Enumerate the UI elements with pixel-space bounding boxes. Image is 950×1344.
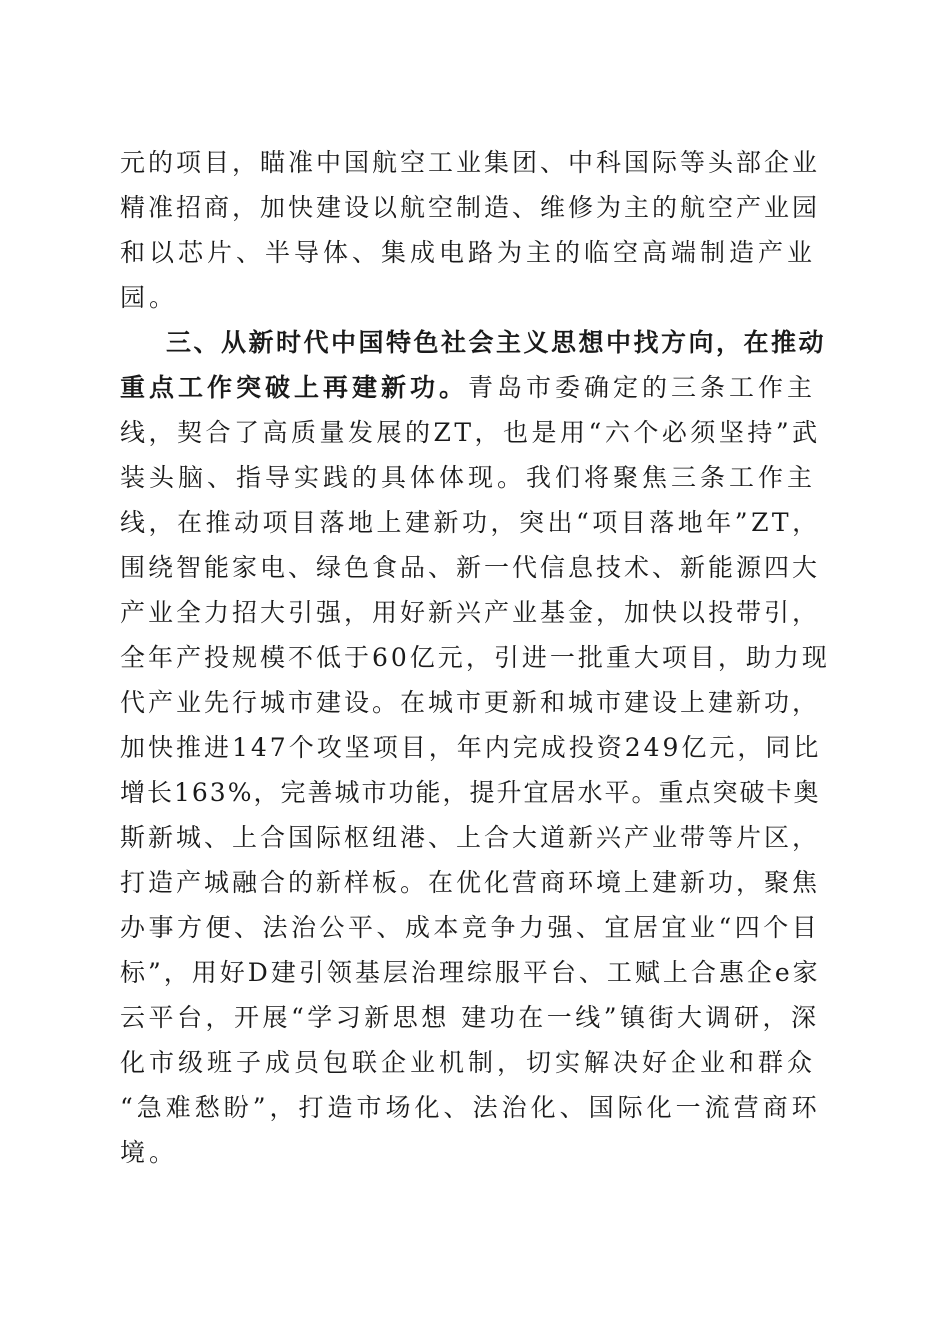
text-line: 打造产城融合的新样板。在优化营商环境上建新功，聚焦	[120, 868, 821, 897]
text-line: 园。	[120, 283, 179, 312]
text-line: 斯新城、上合国际枢纽港、上合大道新兴产业带等片区，	[120, 823, 821, 852]
text-line	[120, 373, 816, 403]
text-line: 化市级班子成员包联企业机制，切实解决好企业和群众	[120, 1048, 817, 1077]
text-line: 境。	[120, 1138, 179, 1167]
text-line: 和以芯片、半导体、集成电路为主的临空高端制造产业	[120, 238, 817, 267]
text-line: 云平台，开展“学习新思想 建功在一线”镇街大调研，深	[120, 1003, 820, 1032]
text-line: 全年产投规模不低于60亿元，引进一批重大项目，助力现	[120, 643, 830, 672]
text-span: 青岛市委确定的三条工作主	[468, 373, 817, 402]
text-line: 产业全力招大引强，用好新兴产业基金，加快以投带引，	[120, 598, 821, 627]
text-line: 精准招商，加快建设以航空制造、维修为主的航空产业园	[120, 193, 821, 222]
text-line: 标”，用好D建引领基层治理综服平台、工赋上合惠企e家	[120, 958, 821, 987]
text-line: 元的项目，瞄准中国航空工业集团、中科国际等头部企业	[120, 148, 821, 177]
text-line: 代产业先行城市建设。在城市更新和城市建设上建新功，	[120, 688, 821, 717]
text-line: 加快推进147个攻坚项目，年内完成投资249亿元，同比	[120, 733, 822, 762]
text-line: 围绕智能家电、绿色食品、新一代信息技术、新能源四大	[120, 553, 821, 582]
section-heading: 三、从新时代中国特色社会主义思想中找方向，在推动	[166, 328, 827, 357]
text-line: 线，契合了高质量发展的ZT，也是用“六个必须坚持”武	[120, 418, 821, 447]
text-line: 增长163%，完善城市功能，提升宜居水平。重点突破卡奥	[120, 778, 821, 807]
text-line: 线，在推动项目落地上建新功，突出“项目落地年”ZT，	[120, 508, 821, 537]
text-line: “急难愁盼”，打造市场化、法治化、国际化一流营商环	[120, 1093, 821, 1122]
text-line: 办事方便、法治公平、成本竞争力强、宜居宜业“四个目	[120, 913, 821, 942]
text-line: 装头脑、指导实践的具体体现。我们将聚焦三条工作主	[120, 463, 817, 492]
section-heading-continuation: 重点工作突破上再建新功。	[120, 373, 469, 402]
